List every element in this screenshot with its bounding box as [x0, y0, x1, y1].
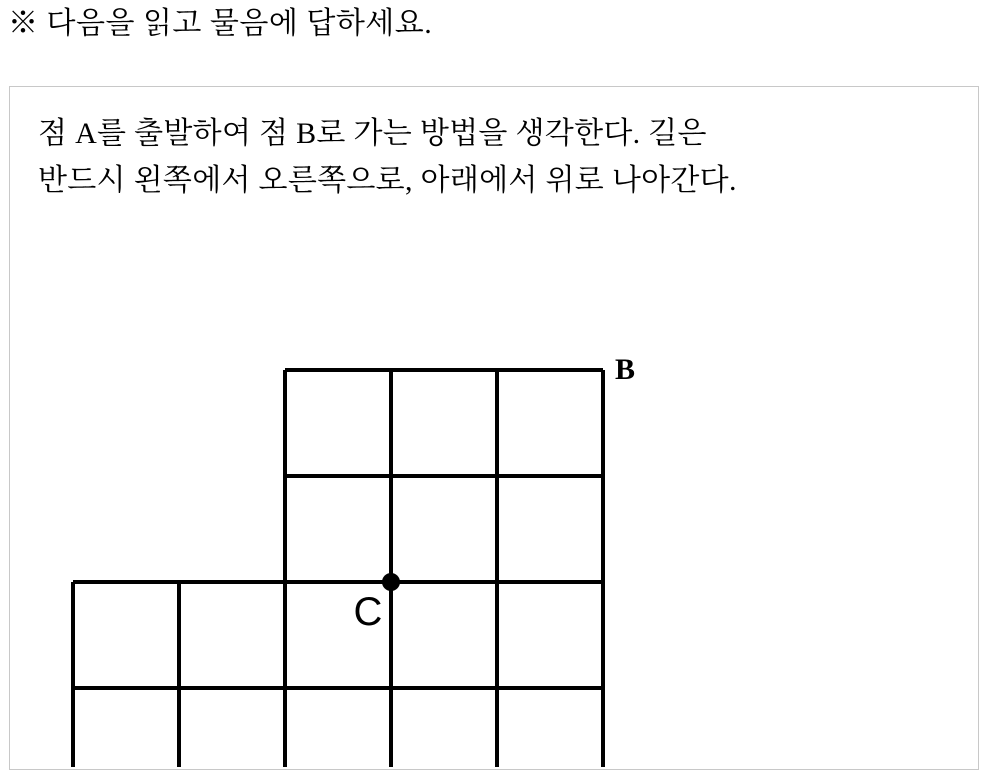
- lattice-figure-svg: [10, 247, 978, 767]
- point-c-dot: [382, 573, 400, 591]
- problem-statement-line-1: 점 A를 출발하여 점 B로 가는 방법을 생각한다. 길은: [38, 117, 707, 150]
- problem-statement-line-2: 반드시 왼쪽에서 오른쪽으로, 아래에서 위로 나아간다.: [38, 163, 737, 197]
- problem-statement: [38, 111, 952, 204]
- label-b: B: [614, 353, 636, 386]
- instruction-line: ※ 다음을 읽고 물음에 답하세요.: [8, 7, 433, 40]
- label-c: C: [353, 590, 383, 634]
- problem-box: [9, 86, 979, 770]
- lattice-figure: [10, 247, 978, 767]
